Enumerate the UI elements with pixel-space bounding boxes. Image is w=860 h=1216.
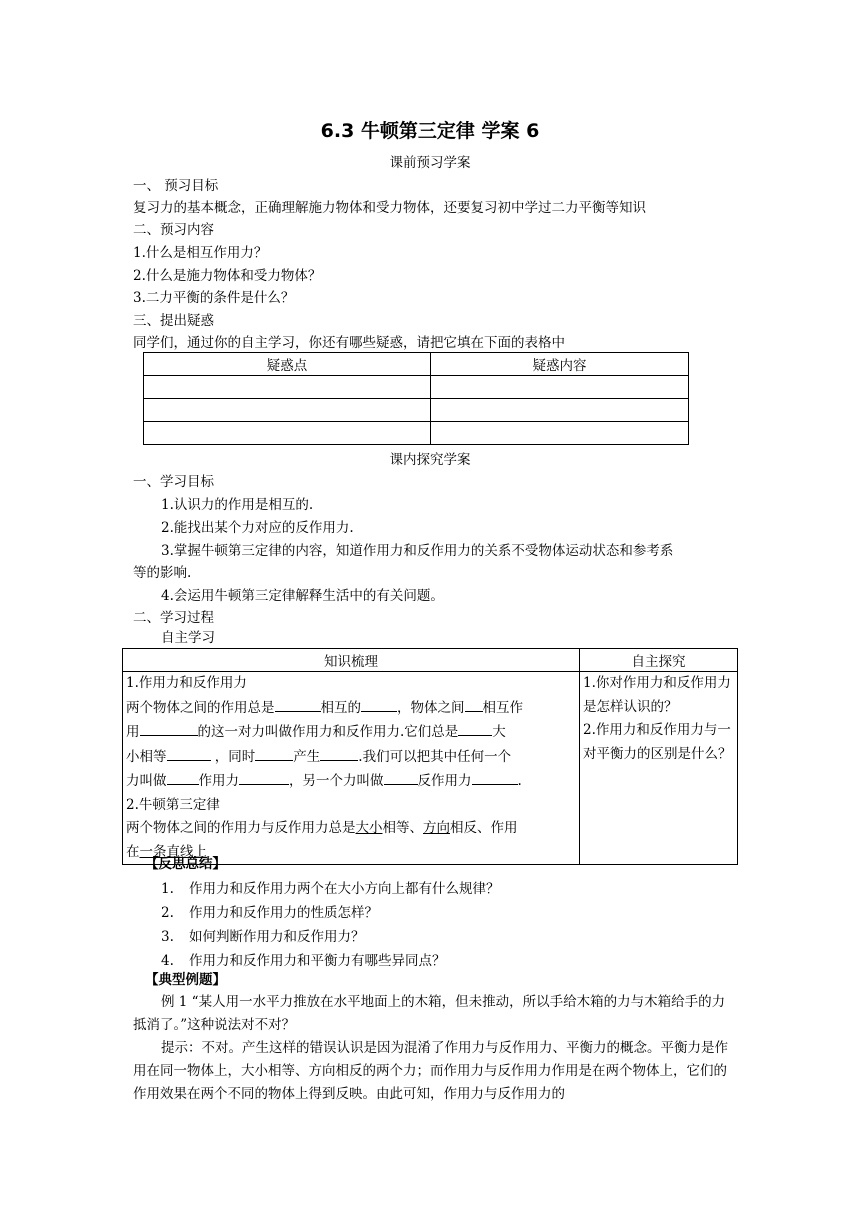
- doubts-table-header-point: 疑惑点: [144, 353, 431, 376]
- list-number: 3.: [161, 929, 174, 945]
- list-number: 4.: [161, 953, 174, 969]
- knowledge-cell: [123, 672, 580, 865]
- text-span: 相反、作用: [450, 820, 518, 836]
- list-item: [161, 877, 500, 901]
- preview-question-3: 3.二力平衡的条件是什么？: [133, 290, 295, 306]
- knowledge-table-header: 知识梳理: [123, 649, 580, 672]
- text-span: 两个物体之间的作用总是: [126, 699, 275, 716]
- table-cell[interactable]: [431, 422, 689, 445]
- fill-blank[interactable]: [361, 696, 397, 712]
- learning-goal-3-line2: 等的影响.: [133, 565, 192, 581]
- list-item: [161, 901, 500, 925]
- learning-goal-2: 2.能找出某个力对应的反作用力.: [161, 520, 354, 536]
- learning-goal-3-line1: 3.掌握牛顿第三定律的内容，知道作用力和反作用力的关系不受物体运动状态和参考系: [161, 543, 674, 559]
- knowledge-table: [122, 648, 738, 865]
- text-span: .: [517, 773, 522, 789]
- reaction-force-title: 1.作用力和反作用力: [126, 675, 247, 691]
- text-span: ，同时: [214, 748, 256, 765]
- text-span: 相互的: [320, 699, 361, 716]
- preview-question-1: 1.什么是相互作用力？: [133, 245, 268, 261]
- preview-question-2: 2.什么是施力物体和受力物体？: [133, 268, 322, 284]
- explore-question-2: 2.作用力和反作用力与一对平衡力的区别是什么？: [583, 722, 732, 762]
- learning-goal-4: 4.会运用牛顿第三定律解释生活中的有关问题。: [161, 588, 444, 604]
- text-span: 产生: [293, 748, 321, 765]
- fill-blank[interactable]: [320, 745, 358, 761]
- fill-blank[interactable]: [167, 745, 211, 761]
- explore-table-header: 自主探究: [580, 649, 738, 672]
- reflection-list: [161, 877, 500, 973]
- pre-class-heading: 课前预习学案: [389, 155, 471, 171]
- list-text: 作用力和反作用力的性质怎样？: [189, 905, 378, 921]
- fill-blank[interactable]: [140, 720, 198, 736]
- list-text: 如何判断作用力和反作用力？: [189, 929, 365, 945]
- preview-goal-text: 复习力的基本概念，正确理解施力物体和受力物体，还要复习初中学过二力平衡等知识: [133, 200, 646, 216]
- fill-blank[interactable]: [255, 745, 293, 761]
- table-cell[interactable]: [144, 422, 431, 445]
- table-cell[interactable]: [144, 376, 431, 399]
- text-span: 大: [492, 724, 506, 740]
- fill-blank[interactable]: [384, 769, 418, 785]
- learning-goal-1: 1.认识力的作用是相互的.: [161, 497, 314, 513]
- text-span: 两个物体之间的作用力与反作用力总是: [126, 820, 356, 836]
- answer-underlined: 方向: [423, 820, 450, 836]
- table-row: [144, 399, 689, 422]
- in-class-heading: 课内探究学案: [389, 452, 471, 468]
- explore-cell: [580, 672, 738, 865]
- text-span: 在: [126, 843, 140, 860]
- example-1-text: 例 1 “某人用一水平力推放在水平地面上的木箱，但未推动，所以手给木箱的力与木箱给手的力抵消了。”这种说法对不对？: [133, 994, 726, 1033]
- text-span: ，另一个力叫做: [289, 773, 384, 789]
- reaction-force-paragraph: [126, 696, 576, 794]
- example-1: [133, 991, 733, 1037]
- document-title: 6.3 牛顿第三定律 学案 6: [320, 120, 540, 142]
- text-span: 的这一对力叫做作用力和反作用力.它们总是: [197, 724, 459, 740]
- list-number: 1.: [161, 881, 174, 897]
- explore-question-1: 1.你对作用力和反作用力是怎样认识的？: [583, 675, 731, 715]
- fill-blank[interactable]: [239, 769, 289, 785]
- table-cell[interactable]: [431, 399, 689, 422]
- table-cell[interactable]: [431, 376, 689, 399]
- preview-content-title: 二、预习内容: [133, 222, 214, 238]
- fill-blank[interactable]: [472, 769, 518, 785]
- text-span: 力叫做: [126, 773, 167, 789]
- text-span: 小相等: [126, 748, 167, 765]
- reflection-title: 【反思总结】: [145, 856, 226, 872]
- example-1-hint: [133, 1037, 733, 1106]
- text-span: 相互作: [482, 699, 523, 716]
- list-item: [161, 925, 500, 949]
- fill-blank[interactable]: [275, 696, 321, 712]
- answer-underlined: 大小: [355, 820, 383, 836]
- text-span: 相等、: [382, 820, 423, 836]
- doubts-table-header-content: 疑惑内容: [431, 353, 689, 376]
- doubts-table: [143, 352, 689, 445]
- doubts-instruction: 同学们，通过你的自主学习，你还有哪些疑惑，请把它填在下面的表格中: [133, 335, 565, 351]
- text-span: 反作用力: [417, 773, 472, 789]
- table-cell[interactable]: [144, 399, 431, 422]
- examples-title: 【典型例题】: [145, 972, 226, 988]
- table-row: [144, 376, 689, 399]
- answer-underlined: 一条直线上: [139, 843, 207, 860]
- text-span: 用: [126, 724, 140, 740]
- self-study-label: 自主学习: [161, 630, 215, 646]
- table-row: [144, 422, 689, 445]
- hint-text: 提示：不对。产生这样的错误认识是因为混淆了作用力与反作用力、平衡力的概念。平衡力是作用在同一物体上，大小相等、方向相反的两个力；而作用力与反作用力作用是在两个物体上，它们的作用效果在两个不同的物体上得到反映。由此可知，作用力与反作用力的: [133, 1040, 728, 1102]
- fill-blank[interactable]: [458, 720, 492, 736]
- fill-blank[interactable]: [167, 769, 199, 785]
- preview-goal-title: 一、 预习目标: [133, 178, 219, 194]
- learning-goal-title: 一、学习目标: [133, 474, 214, 490]
- text-span: 作用力: [198, 773, 239, 789]
- text-span: .我们可以把其中任何一个: [358, 748, 512, 765]
- learning-process-title: 二、学习过程: [133, 610, 214, 626]
- doubts-title: 三、提出疑惑: [133, 313, 214, 329]
- list-text: 作用力和反作用力两个在大小方向上都有什么规律？: [189, 881, 500, 897]
- fill-blank[interactable]: [465, 696, 483, 712]
- text-span: ，物体之间: [397, 699, 465, 716]
- third-law-title: 2.牛顿第三定律: [126, 796, 220, 813]
- list-number: 2.: [161, 905, 174, 921]
- list-text: 作用力和反作用力和平衡力有哪些异同点？: [189, 953, 446, 969]
